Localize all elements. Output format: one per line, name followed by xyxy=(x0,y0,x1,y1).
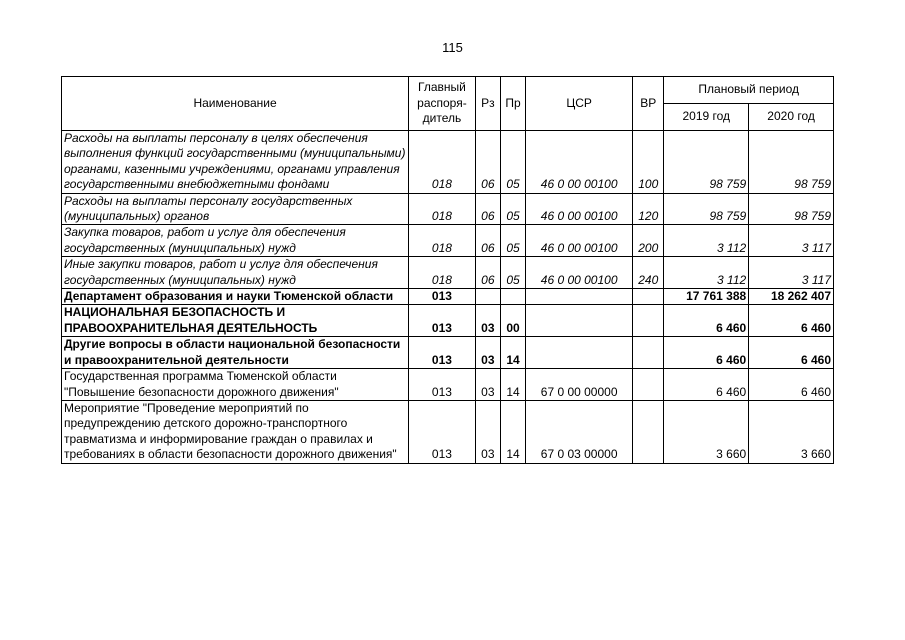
row-name: Закупка товаров, работ и услуг для обеспечения государственных (муниципальных) нужд xyxy=(62,225,409,257)
row-vr xyxy=(633,289,664,305)
row-csr xyxy=(526,289,633,305)
row-name: Другие вопросы в области национальной безопасности и правоохранительной деятельности xyxy=(62,337,409,369)
row-amount-2020: 3 117 xyxy=(749,257,834,289)
header-pr: Пр xyxy=(500,77,525,131)
row-ministry: 018 xyxy=(409,193,476,225)
row-csr xyxy=(526,305,633,337)
row-amount-2019: 6 460 xyxy=(664,337,749,369)
row-csr: 67 0 00 00000 xyxy=(526,369,633,401)
row-ministry: 018 xyxy=(409,131,476,194)
row-amount-2019: 3 112 xyxy=(664,257,749,289)
row-amount-2019: 17 761 388 xyxy=(664,289,749,305)
row-amount-2020: 98 759 xyxy=(749,131,834,194)
row-vr: 240 xyxy=(633,257,664,289)
row-ministry: 018 xyxy=(409,257,476,289)
row-csr: 46 0 00 00100 xyxy=(526,257,633,289)
header-vr: ВР xyxy=(633,77,664,131)
row-csr: 67 0 03 00000 xyxy=(526,400,633,463)
row-name: Расходы на выплаты персоналу в целях обеспечения выполнения функций государственными (муниципальными) органами, казенными учреждениями, органами управления государственными внебюджетными фондами xyxy=(62,131,409,194)
header-ministry xyxy=(409,77,476,131)
row-amount-2019: 6 460 xyxy=(664,305,749,337)
row-amount-2020: 98 759 xyxy=(749,193,834,225)
row-pr: 05 xyxy=(500,257,525,289)
row-rz: 06 xyxy=(475,257,500,289)
row-vr xyxy=(633,305,664,337)
row-rz: 03 xyxy=(475,400,500,463)
table-row xyxy=(62,400,834,463)
row-vr: 100 xyxy=(633,131,664,194)
row-name: Иные закупки товаров, работ и услуг для обеспечения государственных (муниципальных) нужд xyxy=(62,257,409,289)
row-rz: 06 xyxy=(475,193,500,225)
table-row xyxy=(62,131,834,194)
row-name: Департамент образования и науки Тюменской области xyxy=(62,289,409,305)
header-csr: ЦСР xyxy=(526,77,633,131)
table-row xyxy=(62,305,834,337)
row-csr: 46 0 00 00100 xyxy=(526,193,633,225)
row-amount-2019: 98 759 xyxy=(664,193,749,225)
header-ministry-line2: распоря- xyxy=(417,95,467,110)
row-csr: 46 0 00 00100 xyxy=(526,225,633,257)
row-name: НАЦИОНАЛЬНАЯ БЕЗОПАСНОСТЬ И ПРАВООХРАНИТЕЛЬНАЯ ДЕЯТЕЛЬНОСТЬ xyxy=(62,305,409,337)
row-vr: 200 xyxy=(633,225,664,257)
row-rz: 06 xyxy=(475,225,500,257)
page-number: 115 xyxy=(442,40,463,55)
header-name: Наименование xyxy=(62,77,409,131)
row-ministry: 013 xyxy=(409,369,476,401)
row-amount-2020: 3 117 xyxy=(749,225,834,257)
row-ministry: 018 xyxy=(409,225,476,257)
row-pr: 14 xyxy=(500,400,525,463)
row-amount-2019: 98 759 xyxy=(664,131,749,194)
row-ministry: 013 xyxy=(409,337,476,369)
row-pr: 05 xyxy=(500,193,525,225)
header-ministry-line3: дитель xyxy=(422,111,462,126)
table-row xyxy=(62,225,834,257)
row-rz xyxy=(475,289,500,305)
row-rz: 06 xyxy=(475,131,500,194)
row-name: Мероприятие "Проведение мероприятий по предупреждению детского дорожно-транспортного травматизма и информирование граждан о правилах и требованиях в области безопасности дорожного движения" xyxy=(62,400,409,463)
row-amount-2019: 3 660 xyxy=(664,400,749,463)
row-vr xyxy=(633,369,664,401)
row-amount-2020: 6 460 xyxy=(749,305,834,337)
row-vr: 120 xyxy=(633,193,664,225)
row-amount-2020: 18 262 407 xyxy=(749,289,834,305)
row-amount-2019: 6 460 xyxy=(664,369,749,401)
row-name: Расходы на выплаты персоналу государственных (муниципальных) органов xyxy=(62,193,409,225)
row-vr xyxy=(633,337,664,369)
row-pr: 00 xyxy=(500,305,525,337)
row-amount-2020: 3 660 xyxy=(749,400,834,463)
table-row xyxy=(62,289,834,305)
header-year-2019: 2019 год xyxy=(664,104,749,131)
row-csr xyxy=(526,337,633,369)
row-pr: 14 xyxy=(500,369,525,401)
row-csr: 46 0 00 00100 xyxy=(526,131,633,194)
row-name: Государственная программа Тюменской области "Повышение безопасности дорожного движения" xyxy=(62,369,409,401)
header-year-2020: 2020 год xyxy=(749,104,834,131)
row-ministry: 013 xyxy=(409,305,476,337)
budget-table xyxy=(61,76,834,464)
row-pr: 14 xyxy=(500,337,525,369)
row-pr xyxy=(500,289,525,305)
row-amount-2020: 6 460 xyxy=(749,369,834,401)
header-rz: Рз xyxy=(475,77,500,131)
table-row xyxy=(62,337,834,369)
header-planned-period: Плановый период xyxy=(664,77,834,104)
row-amount-2019: 3 112 xyxy=(664,225,749,257)
table-row xyxy=(62,193,834,225)
row-ministry: 013 xyxy=(409,400,476,463)
header-ministry-line1: Главный xyxy=(418,80,466,95)
row-rz: 03 xyxy=(475,337,500,369)
row-ministry: 013 xyxy=(409,289,476,305)
row-pr: 05 xyxy=(500,131,525,194)
row-rz: 03 xyxy=(475,369,500,401)
row-vr xyxy=(633,400,664,463)
row-amount-2020: 6 460 xyxy=(749,337,834,369)
row-pr: 05 xyxy=(500,225,525,257)
table-row xyxy=(62,257,834,289)
table-row xyxy=(62,369,834,401)
row-rz: 03 xyxy=(475,305,500,337)
